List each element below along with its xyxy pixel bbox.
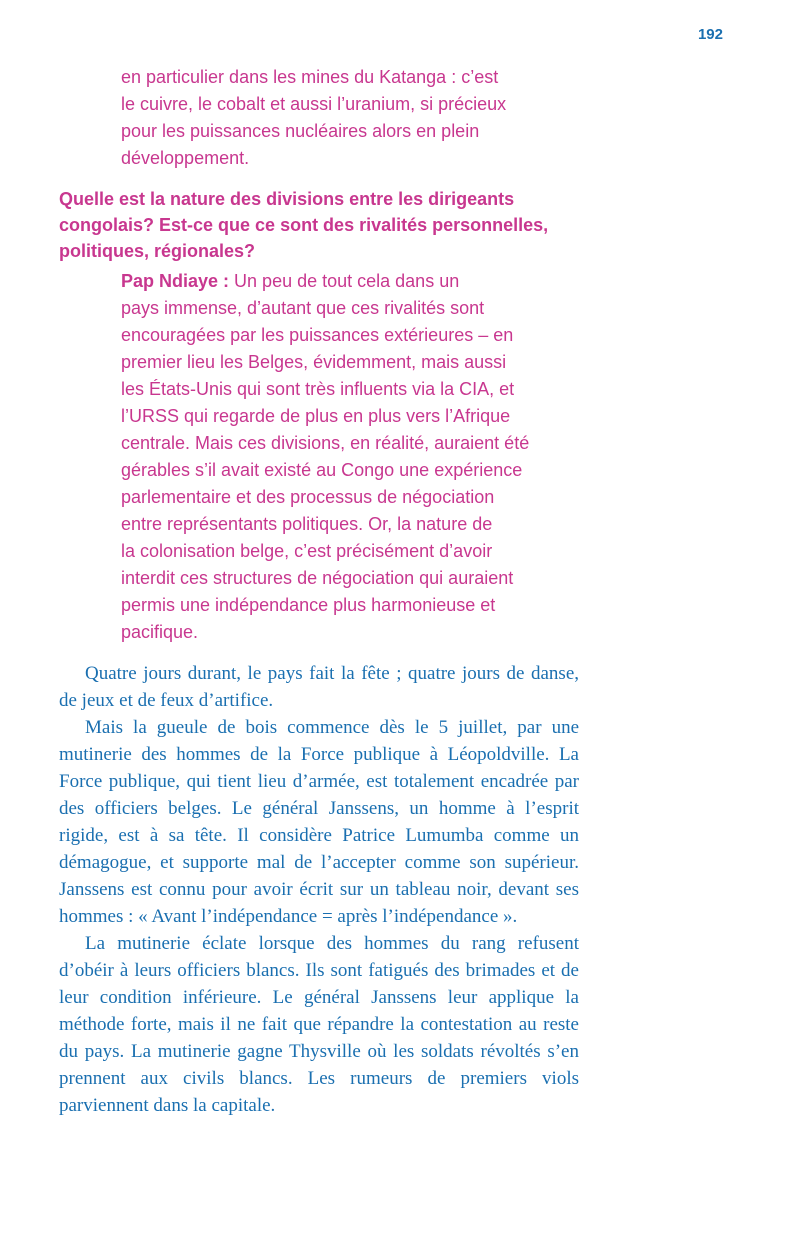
text-line: premier lieu les Belges, évidemment, mais aussi [121,352,507,372]
text-line: le cuivre, le cobalt et aussi l’uranium, si précieux [121,94,507,114]
text-line: permis une indépendance plus harmonieuse et [121,595,496,615]
text-line: les États-Unis qui sont très influents via la CIA, et [121,379,515,399]
speaker-name: Pap Ndiaye : [121,271,230,291]
text-line: Quelle est la nature des divisions entre les dirigeants [59,189,515,209]
paragraph: Mais la gueule de bois commence dès le 5 juillet, par une mutinerie des hommes de la Force publique à Léopoldville. La Force publique, qui tient lieu d’armée, est totalement encadrée par des officiers belges. Le général Janssens, un homme à l’esprit rigide, est à sa tête. Il considère Patrice Lumumba comme un démagogue, et supporte mal de l’accepter comme son supérieur. Janssens est connu pour avoir écrit sur un tableau noir, devant ses hommes : « Avant l’indépendance = après l’indépendance ». [59,717,579,927]
text-line: pacifique. [121,622,199,642]
text-line: parlementaire et des processus de négociation [121,487,495,507]
paragraph: La mutinerie éclate lorsque des hommes du rang refusent d’obéir à leurs officiers blancs. Ils sont fatigués des brimades et de leur condition inférieure. Le général Janssens leur applique la méthode forte, mais il ne fait que répandre la contestation au reste du pays. La mutinerie gagne Thysville où les soldats révoltés s’en prennent aux civils blancs. Les rumeurs de premiers viols parviennent dans la capitale. [59,933,579,1116]
text-line: l’URSS qui regarde de plus en plus vers l’Afrique [121,406,511,426]
text-line: développement. [121,148,250,168]
text-line: pour les puissances nucléaires alors en plein [121,121,480,141]
interview-question [59,186,599,264]
text-line: congolais? Est-ce que ce sont des rivalités personnelles, [59,215,549,235]
text-line: en particulier dans les mines du Katanga : c’est [121,67,499,87]
page-number: 192 [697,26,723,43]
interview-answer [121,268,591,646]
paragraph: Quatre jours durant, le pays fait la fête ; quatre jours de danse, de jeux et de feux d’artifice. [59,663,579,711]
text-line: la colonisation belge, c’est précisément d’avoir [121,541,493,561]
text-line: interdit ces structures de négociation qui auraient [121,568,514,588]
text-line: politiques, régionales? [59,241,256,261]
answer-first-line [121,268,591,295]
text-line: entre représentants politiques. Or, la nature de [121,514,493,534]
continued-answer [121,64,591,172]
text-line: centrale. Mais ces divisions, en réalité, auraient été [121,433,530,453]
body-text [59,660,579,1119]
text-fragment: Un peu de tout cela dans un [229,271,460,291]
text-line: pays immense, d’autant que ces rivalités sont [121,298,485,318]
text-line: gérables s’il avait existé au Congo une expérience [121,460,523,480]
text-line: encouragées par les puissances extérieures – en [121,325,514,345]
